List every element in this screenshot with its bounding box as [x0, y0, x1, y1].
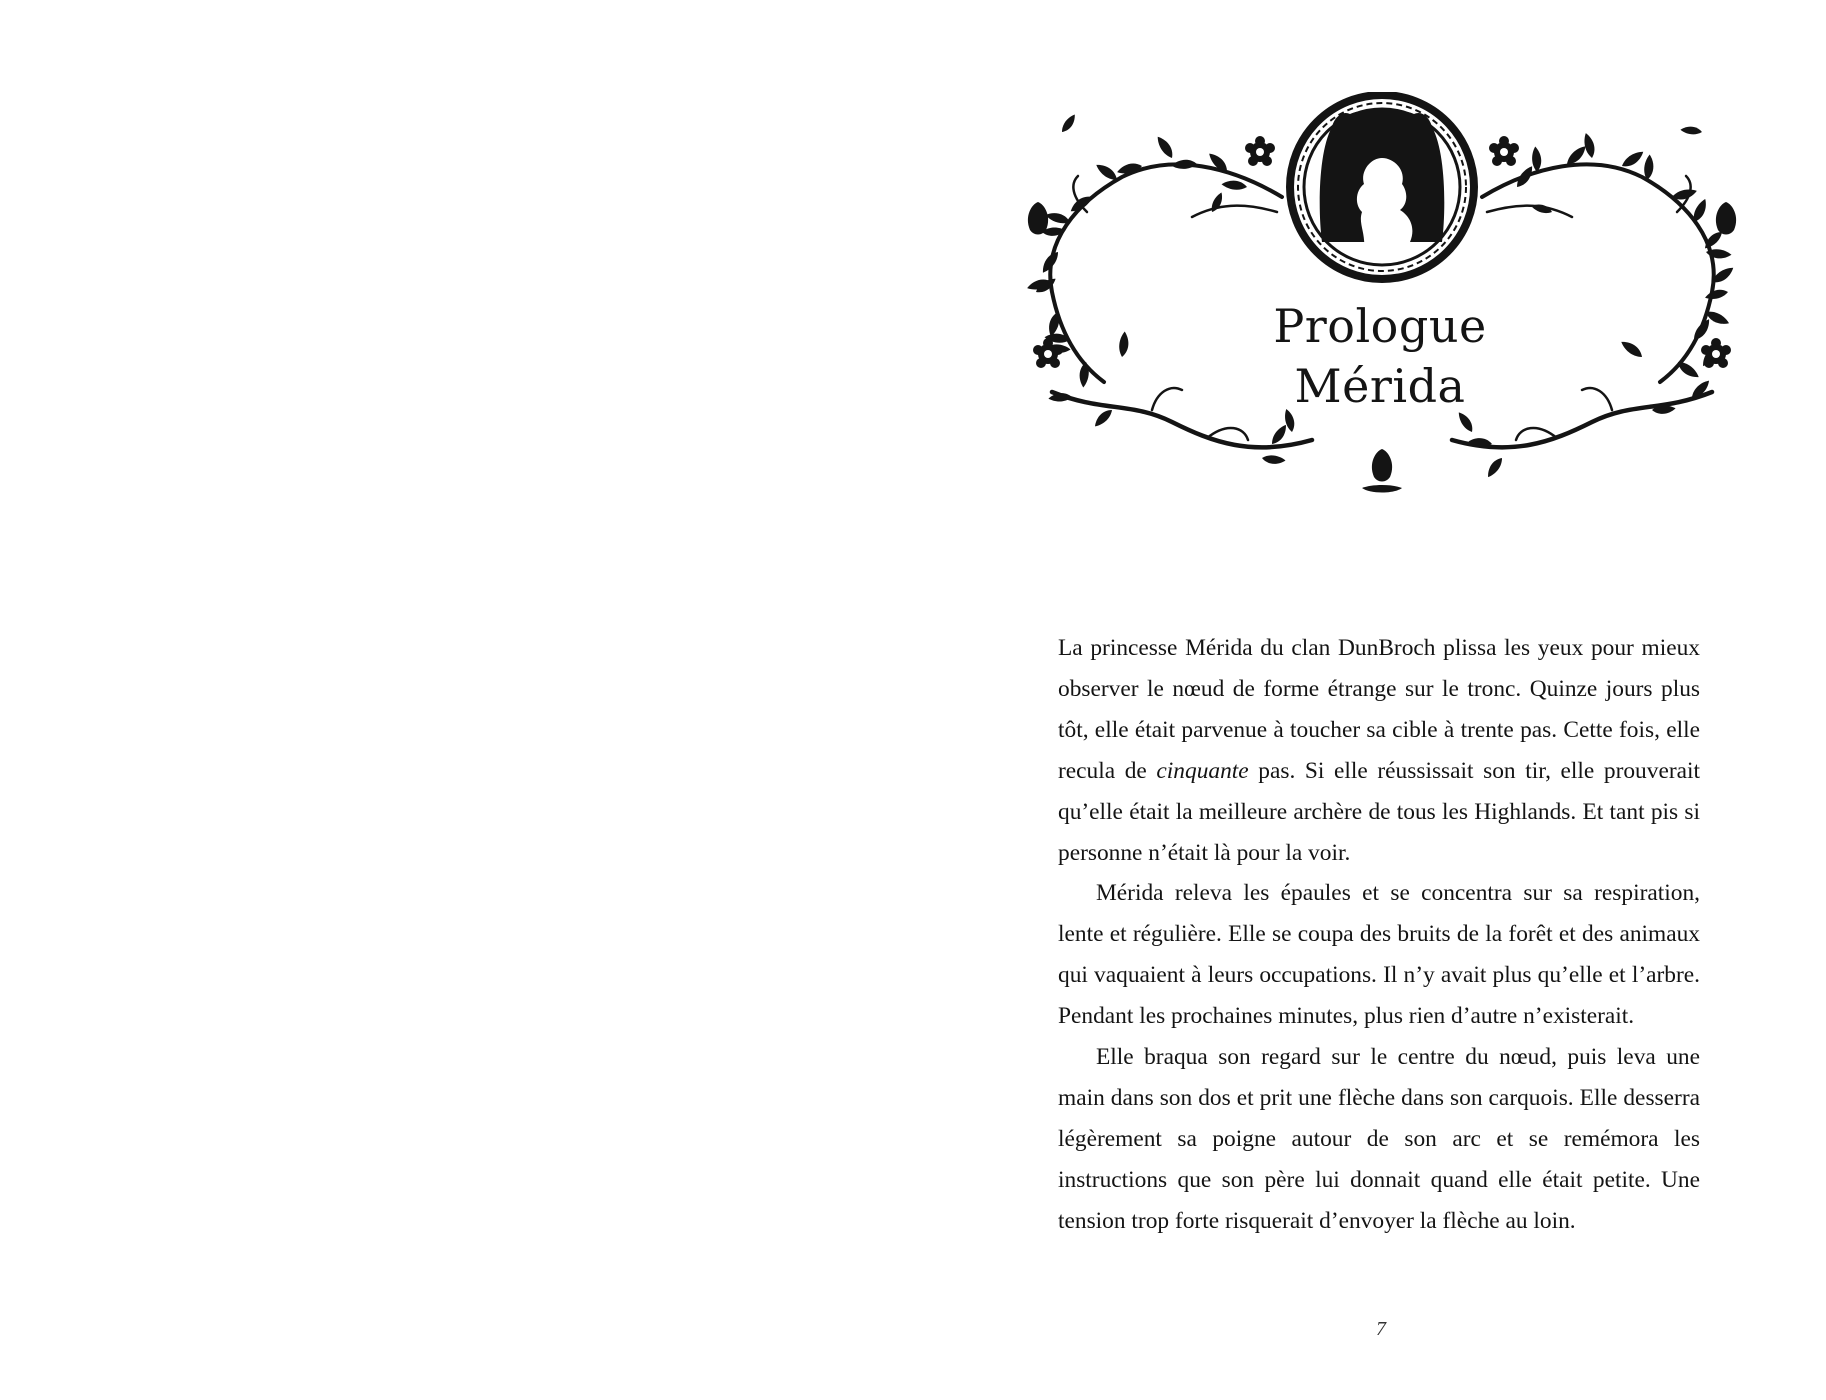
chapter-title-line2: Mérida	[1294, 359, 1466, 413]
paragraph-1-text-end: pas. Si elle réussissait son tir, elle prouverait qu’elle était la meilleure archère de tous les Highlands. Et tant pis si personne n’était là pour la voir.	[1058, 757, 1701, 866]
paragraph-2: Mérida releva les épaules et se concentra sur sa respiration, lente et régulière. Elle se coupa des bruits de la forêt et des animaux qui vaquaient à leurs occupations. Il n’y avait plus qu’elle et l’arbre. Pendant les prochaines minutes, plus rien d’autre n’existerait.	[1058, 880, 1700, 1030]
page-number: 7	[1376, 1318, 1386, 1340]
paragraph-1	[1058, 628, 1700, 873]
paragraph-1-emphasis: cinquante	[1156, 757, 1249, 784]
chapter-title-line1: Prologue	[1273, 299, 1487, 353]
body-text	[1058, 628, 1700, 1242]
paragraph-3: Elle braqua son regard sur le centre du nœud, puis leva une main dans son dos et prit une flèche dans son carquois. Elle desserra légèrement sa poigne autour de son arc et se remémora les instructions que son père lui donnait quand elle était petite. Une tension trop forte risquerait d’envoyer la flèche au loin.	[1058, 1044, 1700, 1234]
paragraph-1-text-start: La princesse Mérida du clan DunBroch plissa les yeux pour mieux observer le nœud de forme étrange sur le tronc. Quinze jours plus tôt, elle était parvenue à toucher sa cible à trente pas. Cette fois, elle recula de	[1058, 635, 1700, 784]
chapter-title	[1210, 296, 1550, 416]
